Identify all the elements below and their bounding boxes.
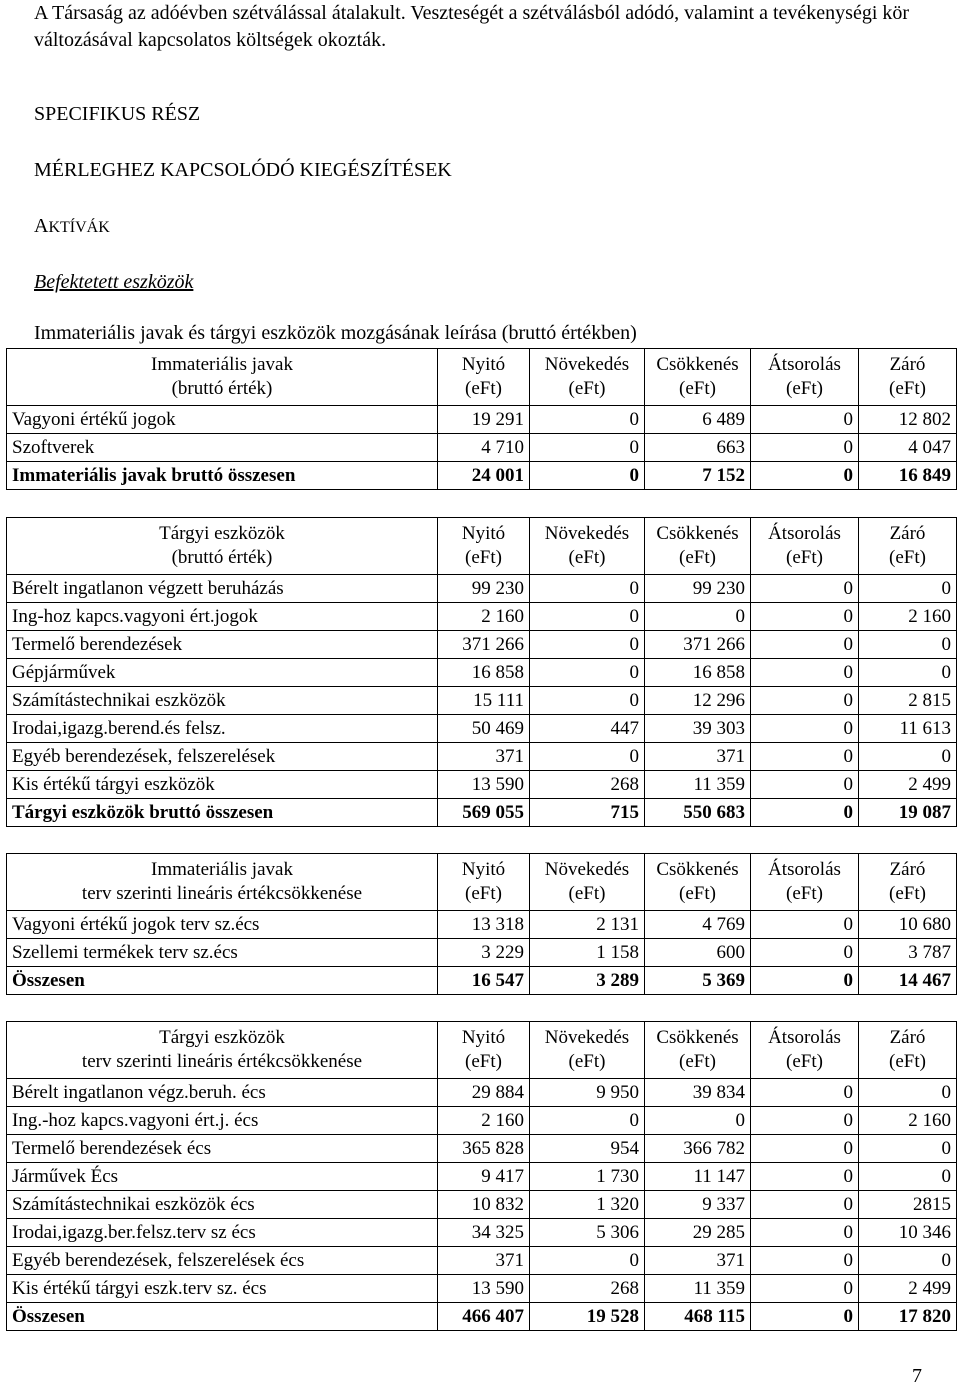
table-row xyxy=(7,406,957,434)
table-total-row xyxy=(7,462,957,490)
row-label-cell: Immateriális javak bruttó összesen xyxy=(7,462,438,490)
value-cell: 4 047 xyxy=(859,434,957,462)
value-cell: 99 230 xyxy=(438,575,530,603)
value-cell: 0 xyxy=(751,1219,859,1247)
table-row xyxy=(7,1219,957,1247)
row-label-cell: Kis értékű tárgyi eszközök xyxy=(7,771,438,799)
value-cell: 0 xyxy=(530,1107,645,1135)
value-cell: 12 802 xyxy=(859,406,957,434)
table-row xyxy=(7,1079,957,1107)
value-cell: 1 320 xyxy=(530,1191,645,1219)
value-cell: 0 xyxy=(859,1163,957,1191)
value-cell: 13 590 xyxy=(438,1275,530,1303)
value-cell: 19 291 xyxy=(438,406,530,434)
value-cell: 0 xyxy=(751,771,859,799)
column-header-opening: Nyitó (eFt) xyxy=(438,854,530,911)
row-label-cell: Egyéb berendezések, felszerelések écs xyxy=(7,1247,438,1275)
value-cell: 10 346 xyxy=(859,1219,957,1247)
value-cell: 569 055 xyxy=(438,799,530,827)
row-label-cell: Termelő berendezések écs xyxy=(7,1135,438,1163)
value-cell: 0 xyxy=(751,715,859,743)
value-cell: 11 359 xyxy=(645,1275,751,1303)
value-cell: 0 xyxy=(859,631,957,659)
value-cell: 13 318 xyxy=(438,911,530,939)
value-cell: 0 xyxy=(751,799,859,827)
row-label-cell: Ing.-hoz kapcs.vagyoni ért.j. écs xyxy=(7,1107,438,1135)
value-cell: 0 xyxy=(751,1247,859,1275)
row-label-cell: Számítástechnikai eszközök écs xyxy=(7,1191,438,1219)
table-row xyxy=(7,771,957,799)
row-label-cell: Összesen xyxy=(7,1303,438,1331)
row-label-cell: Ing-hoz kapcs.vagyoni ért.jogok xyxy=(7,603,438,631)
column-header-opening: Nyitó (eFt) xyxy=(438,349,530,406)
value-cell: 0 xyxy=(751,1107,859,1135)
value-cell: 0 xyxy=(751,1303,859,1331)
column-header-increase: Növekedés (eFt) xyxy=(530,854,645,911)
value-cell: 0 xyxy=(530,687,645,715)
value-cell: 17 820 xyxy=(859,1303,957,1331)
value-cell: 468 115 xyxy=(645,1303,751,1331)
table-row xyxy=(7,1107,957,1135)
row-label-cell: Vagyoni értékű jogok xyxy=(7,406,438,434)
value-cell: 0 xyxy=(751,967,859,995)
row-label-cell: Szellemi termékek terv sz.écs xyxy=(7,939,438,967)
column-header-decrease: Csökkenés (eFt) xyxy=(645,1022,751,1079)
value-cell: 29 285 xyxy=(645,1219,751,1247)
row-label-cell: Irodai,igazg.ber.felsz.terv sz écs xyxy=(7,1219,438,1247)
row-label-cell: Gépjárművek xyxy=(7,659,438,687)
value-cell: 5 369 xyxy=(645,967,751,995)
row-label-cell: Összesen xyxy=(7,967,438,995)
value-cell: 0 xyxy=(859,743,957,771)
value-cell: 0 xyxy=(859,1247,957,1275)
value-cell: 9 337 xyxy=(645,1191,751,1219)
row-label-cell: Vagyoni értékű jogok terv sz.écs xyxy=(7,911,438,939)
value-cell: 0 xyxy=(530,434,645,462)
value-cell: 371 xyxy=(645,743,751,771)
column-header-opening: Nyitó (eFt) xyxy=(438,518,530,575)
value-cell: 0 xyxy=(751,743,859,771)
intangible-depreciation-table xyxy=(6,853,957,995)
tangible-depreciation-table xyxy=(6,1021,957,1331)
intro-paragraph: A Társaság az adóévben szétválással átalakult. Veszteségét a szétválásból adódó, valamint a tevékenységi kör változásával kapcsolatos költségek okozták. xyxy=(34,2,910,51)
table-header-row xyxy=(7,1022,957,1079)
row-label-cell: Bérelt ingatlanon végzett beruházás xyxy=(7,575,438,603)
intangible-gross-table xyxy=(6,348,957,490)
value-cell: 0 xyxy=(530,1247,645,1275)
heading-balance-supplements: MÉRLEGHEZ KAPCSOLÓDÓ KIEGÉSZÍTÉSEK xyxy=(34,159,452,181)
table-total-row xyxy=(7,967,957,995)
value-cell: 0 xyxy=(751,911,859,939)
value-cell: 1 730 xyxy=(530,1163,645,1191)
value-cell: 2 160 xyxy=(859,1107,957,1135)
value-cell: 0 xyxy=(751,575,859,603)
value-cell: 6 489 xyxy=(645,406,751,434)
heading-assets xyxy=(34,214,110,240)
value-cell: 2 815 xyxy=(859,687,957,715)
value-cell: 0 xyxy=(751,434,859,462)
value-cell: 9 950 xyxy=(530,1079,645,1107)
column-header-increase: Növekedés (eFt) xyxy=(530,349,645,406)
row-label-cell: Tárgyi eszközök bruttó összesen xyxy=(7,799,438,827)
value-cell: 16 547 xyxy=(438,967,530,995)
table-row xyxy=(7,1135,957,1163)
value-cell: 11 147 xyxy=(645,1163,751,1191)
value-cell: 0 xyxy=(751,659,859,687)
value-cell: 16 858 xyxy=(645,659,751,687)
table-header-row xyxy=(7,518,957,575)
heading-assets-rest: KTÍVÁK xyxy=(48,219,110,236)
row-label-cell: Termelő berendezések xyxy=(7,631,438,659)
value-cell: 19 087 xyxy=(859,799,957,827)
value-cell: 466 407 xyxy=(438,1303,530,1331)
value-cell: 0 xyxy=(859,659,957,687)
column-header-reclassification: Átsorolás (eFt) xyxy=(751,1022,859,1079)
column-header-decrease: Csökkenés (eFt) xyxy=(645,349,751,406)
value-cell: 366 782 xyxy=(645,1135,751,1163)
column-header-decrease: Csökkenés (eFt) xyxy=(645,854,751,911)
value-cell: 12 296 xyxy=(645,687,751,715)
value-cell: 34 325 xyxy=(438,1219,530,1247)
value-cell: 10 680 xyxy=(859,911,957,939)
value-cell: 0 xyxy=(751,1135,859,1163)
value-cell: 3 787 xyxy=(859,939,957,967)
column-header-reclassification: Átsorolás (eFt) xyxy=(751,518,859,575)
value-cell: 0 xyxy=(751,1275,859,1303)
table-row xyxy=(7,687,957,715)
heading-fixed-assets: Befektetett eszközök xyxy=(34,271,194,293)
value-cell: 550 683 xyxy=(645,799,751,827)
table-row xyxy=(7,1275,957,1303)
table-total-row xyxy=(7,1303,957,1331)
table-row xyxy=(7,434,957,462)
row-label-cell: Számítástechnikai eszközök xyxy=(7,687,438,715)
table-row xyxy=(7,631,957,659)
tangible-gross-table xyxy=(6,517,957,827)
table-row xyxy=(7,1163,957,1191)
row-label-cell: Kis értékű tárgyi eszk.terv sz. écs xyxy=(7,1275,438,1303)
column-header-reclassification: Átsorolás (eFt) xyxy=(751,349,859,406)
value-cell: 10 832 xyxy=(438,1191,530,1219)
value-cell: 0 xyxy=(859,1135,957,1163)
column-header-item: Immateriális javak terv szerinti lineáris értékcsökkenése xyxy=(7,854,438,911)
value-cell: 11 613 xyxy=(859,715,957,743)
value-cell: 371 266 xyxy=(645,631,751,659)
table-caption: Immateriális javak és tárgyi eszközök mozgásának leírása (bruttó értékben) xyxy=(34,322,637,344)
value-cell: 371 xyxy=(438,743,530,771)
value-cell: 663 xyxy=(645,434,751,462)
column-header-opening: Nyitó (eFt) xyxy=(438,1022,530,1079)
table-row xyxy=(7,603,957,631)
value-cell: 0 xyxy=(751,687,859,715)
value-cell: 13 590 xyxy=(438,771,530,799)
value-cell: 0 xyxy=(751,939,859,967)
value-cell: 268 xyxy=(530,771,645,799)
table-row xyxy=(7,1247,957,1275)
column-header-decrease: Csökkenés (eFt) xyxy=(645,518,751,575)
value-cell: 16 858 xyxy=(438,659,530,687)
value-cell: 715 xyxy=(530,799,645,827)
value-cell: 0 xyxy=(751,631,859,659)
value-cell: 15 111 xyxy=(438,687,530,715)
column-header-increase: Növekedés (eFt) xyxy=(530,518,645,575)
value-cell: 0 xyxy=(530,659,645,687)
value-cell: 19 528 xyxy=(530,1303,645,1331)
value-cell: 2 499 xyxy=(859,1275,957,1303)
table-row xyxy=(7,715,957,743)
table-row xyxy=(7,1191,957,1219)
row-label-cell: Egyéb berendezések, felszerelések xyxy=(7,743,438,771)
table-row xyxy=(7,911,957,939)
value-cell: 1 158 xyxy=(530,939,645,967)
value-cell: 0 xyxy=(751,1079,859,1107)
value-cell: 11 359 xyxy=(645,771,751,799)
value-cell: 9 417 xyxy=(438,1163,530,1191)
value-cell: 2 160 xyxy=(438,603,530,631)
value-cell: 16 849 xyxy=(859,462,957,490)
value-cell: 371 xyxy=(645,1247,751,1275)
heading-specific-part: SPECIFIKUS RÉSZ xyxy=(34,103,201,125)
value-cell: 24 001 xyxy=(438,462,530,490)
value-cell: 0 xyxy=(645,1107,751,1135)
table-row xyxy=(7,575,957,603)
table-row xyxy=(7,743,957,771)
value-cell: 4 710 xyxy=(438,434,530,462)
value-cell: 0 xyxy=(751,603,859,631)
column-header-closing: Záró (eFt) xyxy=(859,1022,957,1079)
value-cell: 2 160 xyxy=(438,1107,530,1135)
value-cell: 3 229 xyxy=(438,939,530,967)
value-cell: 5 306 xyxy=(530,1219,645,1247)
value-cell: 0 xyxy=(530,462,645,490)
value-cell: 600 xyxy=(645,939,751,967)
value-cell: 0 xyxy=(751,1191,859,1219)
column-header-item: Immateriális javak (bruttó érték) xyxy=(7,349,438,406)
table-total-row xyxy=(7,799,957,827)
value-cell: 2815 xyxy=(859,1191,957,1219)
value-cell: 365 828 xyxy=(438,1135,530,1163)
row-label-cell: Irodai,igazg.berend.és felsz. xyxy=(7,715,438,743)
value-cell: 14 467 xyxy=(859,967,957,995)
value-cell: 7 152 xyxy=(645,462,751,490)
table-row xyxy=(7,939,957,967)
table-header-row xyxy=(7,854,957,911)
value-cell: 4 769 xyxy=(645,911,751,939)
value-cell: 0 xyxy=(530,406,645,434)
value-cell: 50 469 xyxy=(438,715,530,743)
value-cell: 2 499 xyxy=(859,771,957,799)
value-cell: 0 xyxy=(751,406,859,434)
column-header-increase: Növekedés (eFt) xyxy=(530,1022,645,1079)
value-cell: 2 160 xyxy=(859,603,957,631)
value-cell: 0 xyxy=(530,603,645,631)
value-cell: 268 xyxy=(530,1275,645,1303)
heading-assets-initial: A xyxy=(34,215,49,237)
column-header-closing: Záró (eFt) xyxy=(859,518,957,575)
value-cell: 39 834 xyxy=(645,1079,751,1107)
column-header-item: Tárgyi eszközök (bruttó érték) xyxy=(7,518,438,575)
column-header-reclassification: Átsorolás (eFt) xyxy=(751,854,859,911)
column-header-closing: Záró (eFt) xyxy=(859,854,957,911)
value-cell: 39 303 xyxy=(645,715,751,743)
column-header-item: Tárgyi eszközök terv szerinti lineáris értékcsökkenése xyxy=(7,1022,438,1079)
table-header-row xyxy=(7,349,957,406)
value-cell: 0 xyxy=(530,631,645,659)
value-cell: 3 289 xyxy=(530,967,645,995)
column-header-closing: Záró (eFt) xyxy=(859,349,957,406)
table-row xyxy=(7,659,957,687)
value-cell: 0 xyxy=(859,1079,957,1107)
value-cell: 371 xyxy=(438,1247,530,1275)
value-cell: 2 131 xyxy=(530,911,645,939)
row-label-cell: Járművek Écs xyxy=(7,1163,438,1191)
value-cell: 99 230 xyxy=(645,575,751,603)
page-number: 7 xyxy=(912,1365,922,1387)
value-cell: 0 xyxy=(751,462,859,490)
row-label-cell: Bérelt ingatlanon végz.beruh. écs xyxy=(7,1079,438,1107)
value-cell: 371 266 xyxy=(438,631,530,659)
value-cell: 0 xyxy=(859,575,957,603)
value-cell: 0 xyxy=(645,603,751,631)
value-cell: 0 xyxy=(530,575,645,603)
value-cell: 447 xyxy=(530,715,645,743)
value-cell: 954 xyxy=(530,1135,645,1163)
value-cell: 29 884 xyxy=(438,1079,530,1107)
value-cell: 0 xyxy=(751,1163,859,1191)
value-cell: 0 xyxy=(530,743,645,771)
row-label-cell: Szoftverek xyxy=(7,434,438,462)
